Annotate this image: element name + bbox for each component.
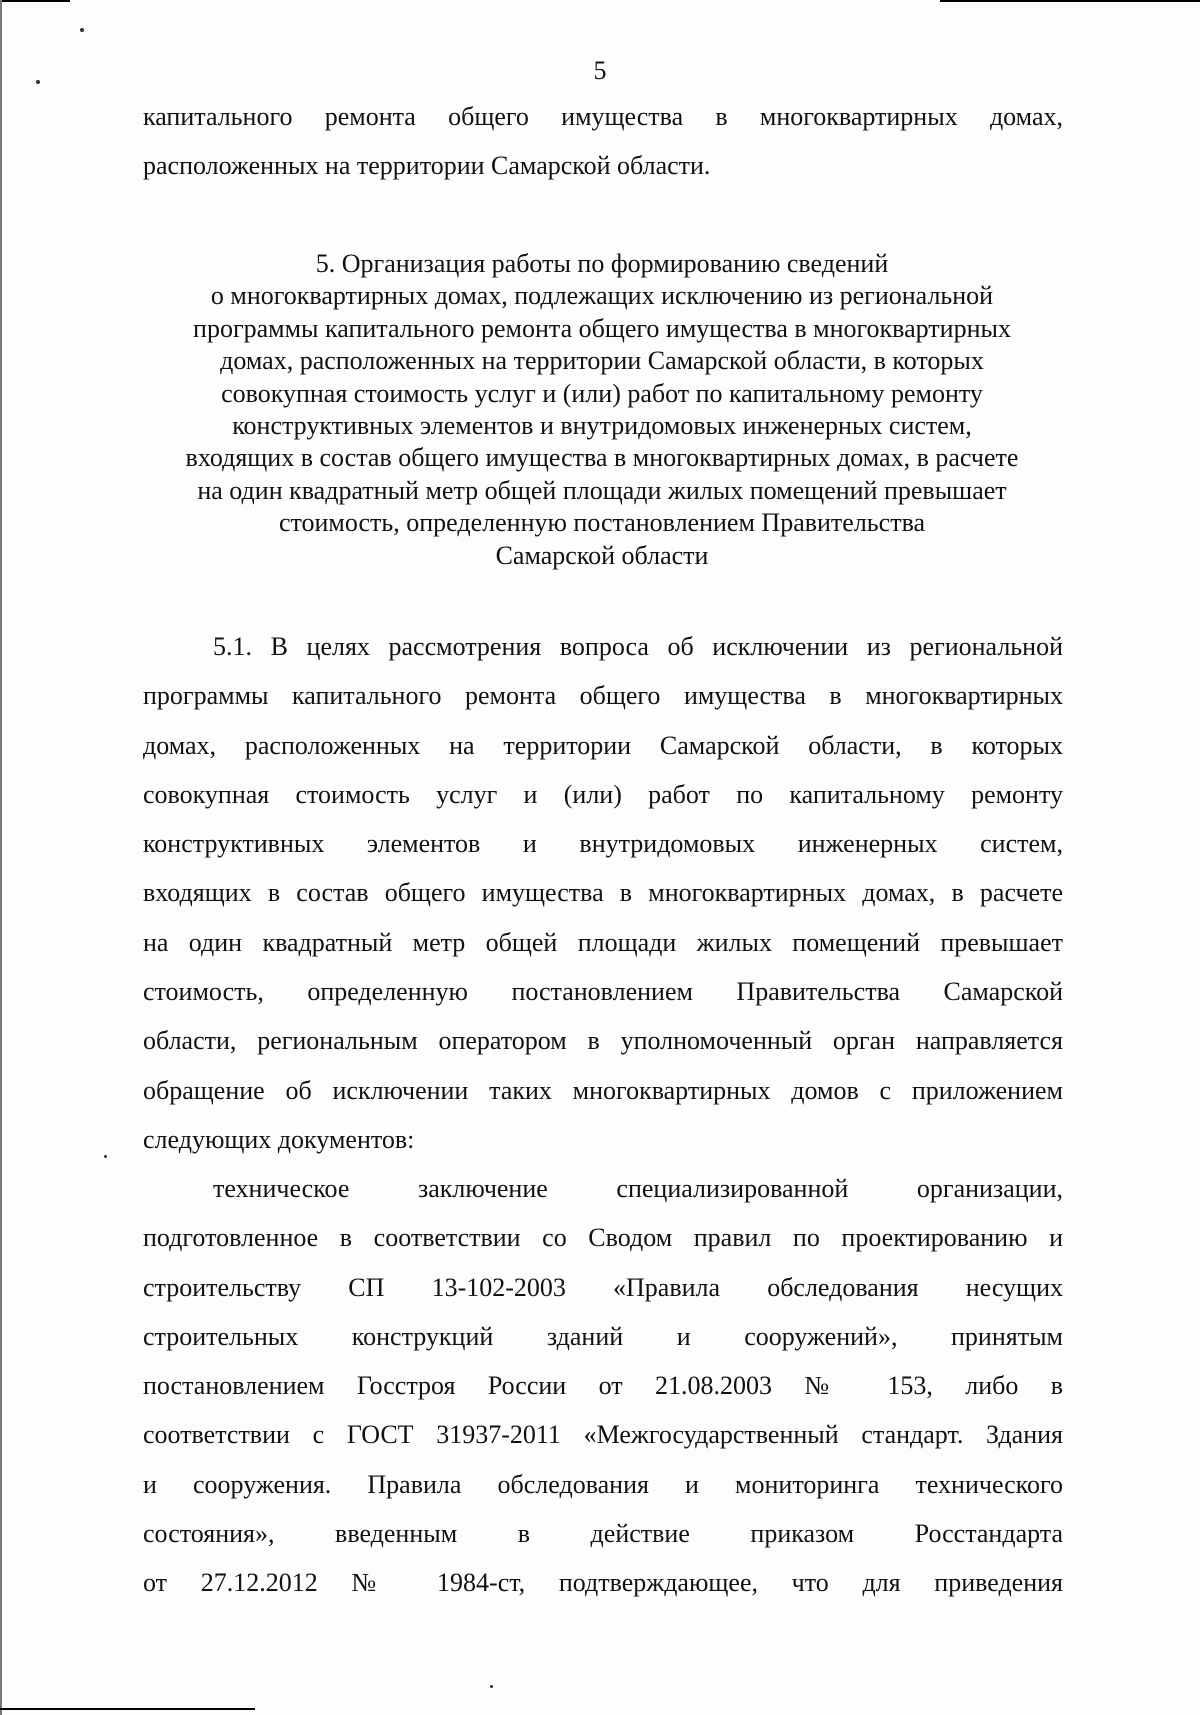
section-heading: [130, 248, 1074, 572]
text-line: состояния», введенным в действие приказом Росстандарта: [143, 1519, 1063, 1549]
text-line: стоимость, определенную постановлением Правительства Самарской: [143, 977, 1063, 1007]
heading-line: конструктивных элементов и внутридомовых инженерных систем,: [232, 411, 972, 441]
text-line: строительных конструкций зданий и сооружений», принятым: [143, 1321, 1063, 1351]
scan-speck: [490, 1685, 493, 1688]
text-line: постановлением Госстроя России от 21.08.2003 № 153, либо в: [143, 1371, 1063, 1401]
heading-line: программы капитального ремонта общего имущества в многоквартирных: [193, 313, 1011, 343]
text-line: домах, расположенных на территории Самарской области, в которых: [143, 730, 1063, 760]
paragraph-5-1: [143, 622, 1063, 1164]
text-line: 5.1. В целях рассмотрения вопроса об исключении из региональной: [213, 632, 1063, 661]
text-line: соответствии с ГОСТ 31937-2011 «Межгосударственный стандарт. Здания: [143, 1420, 1063, 1450]
scan-edge-left: [0, 0, 2, 1715]
text-line: совокупная стоимость услуг и (или) работ по капитальному ремонту: [143, 779, 1063, 809]
paragraph-technical-conclusion: [143, 1164, 1063, 1608]
text-line: строительству СП 13-102-2003 «Правила обследования несущих: [143, 1272, 1063, 1302]
scan-speck: [80, 28, 84, 32]
heading-line: 5. Организация работы по формированию сведений: [315, 249, 889, 278]
heading-line: Самарской области: [495, 540, 709, 570]
heading-line: стоимость, определенную постановлением Правительства: [278, 508, 926, 538]
text-line: области, региональным оператором в уполномоченный орган направляется: [143, 1026, 1063, 1056]
text-line: подготовленное в соответствии со Сводом правил по проектированию и: [143, 1223, 1063, 1253]
text-line: обращение об исключении таких многоквартирных домов с приложением: [143, 1075, 1063, 1105]
intro-text: [143, 92, 1063, 191]
text-line: техническое заключение специализированной организации,: [213, 1174, 1063, 1203]
scan-edge-top-right: [940, 0, 1200, 2]
text-line: капитального ремонта общего имущества в многоквартирных домах,: [143, 102, 1063, 131]
text-line: расположенных на территории Самарской области.: [143, 151, 711, 181]
scan-edge-bottom: [0, 1708, 255, 1710]
heading-line: на один квадратный метр общей площади жилых помещений превышает: [197, 475, 1007, 505]
text-line: на один квадратный метр общей площади жилых помещений превышает: [143, 927, 1063, 957]
scan-edge-top-left: [0, 0, 70, 2]
scan-speck: [104, 1155, 107, 1158]
text-line: следующих документов:: [143, 1124, 415, 1154]
heading-line: домах, расположенных на территории Самарской области, в которых: [220, 346, 984, 376]
heading-line: совокупная стоимость услуг и (или) работ по капитальному ремонту: [221, 378, 983, 408]
text-line: конструктивных элементов и внутридомовых инженерных систем,: [143, 829, 1063, 859]
text-line: входящих в состав общего имущества в многоквартирных домах, в расчете: [143, 878, 1063, 908]
page-number: 5: [593, 56, 607, 85]
heading-line: о многоквартирных домах, подлежащих исключению из региональной: [210, 281, 994, 311]
heading-line: входящих в состав общего имущества в многоквартирных домах, в расчете: [185, 443, 1019, 473]
text-line: программы капитального ремонта общего имущества в многоквартирных: [143, 681, 1063, 711]
text-line: от 27.12.2012 № 1984-ст, подтверждающее, что для приведения: [143, 1568, 1063, 1598]
text-line: и сооружения. Правила обследования и мониторинга технического: [143, 1469, 1063, 1499]
